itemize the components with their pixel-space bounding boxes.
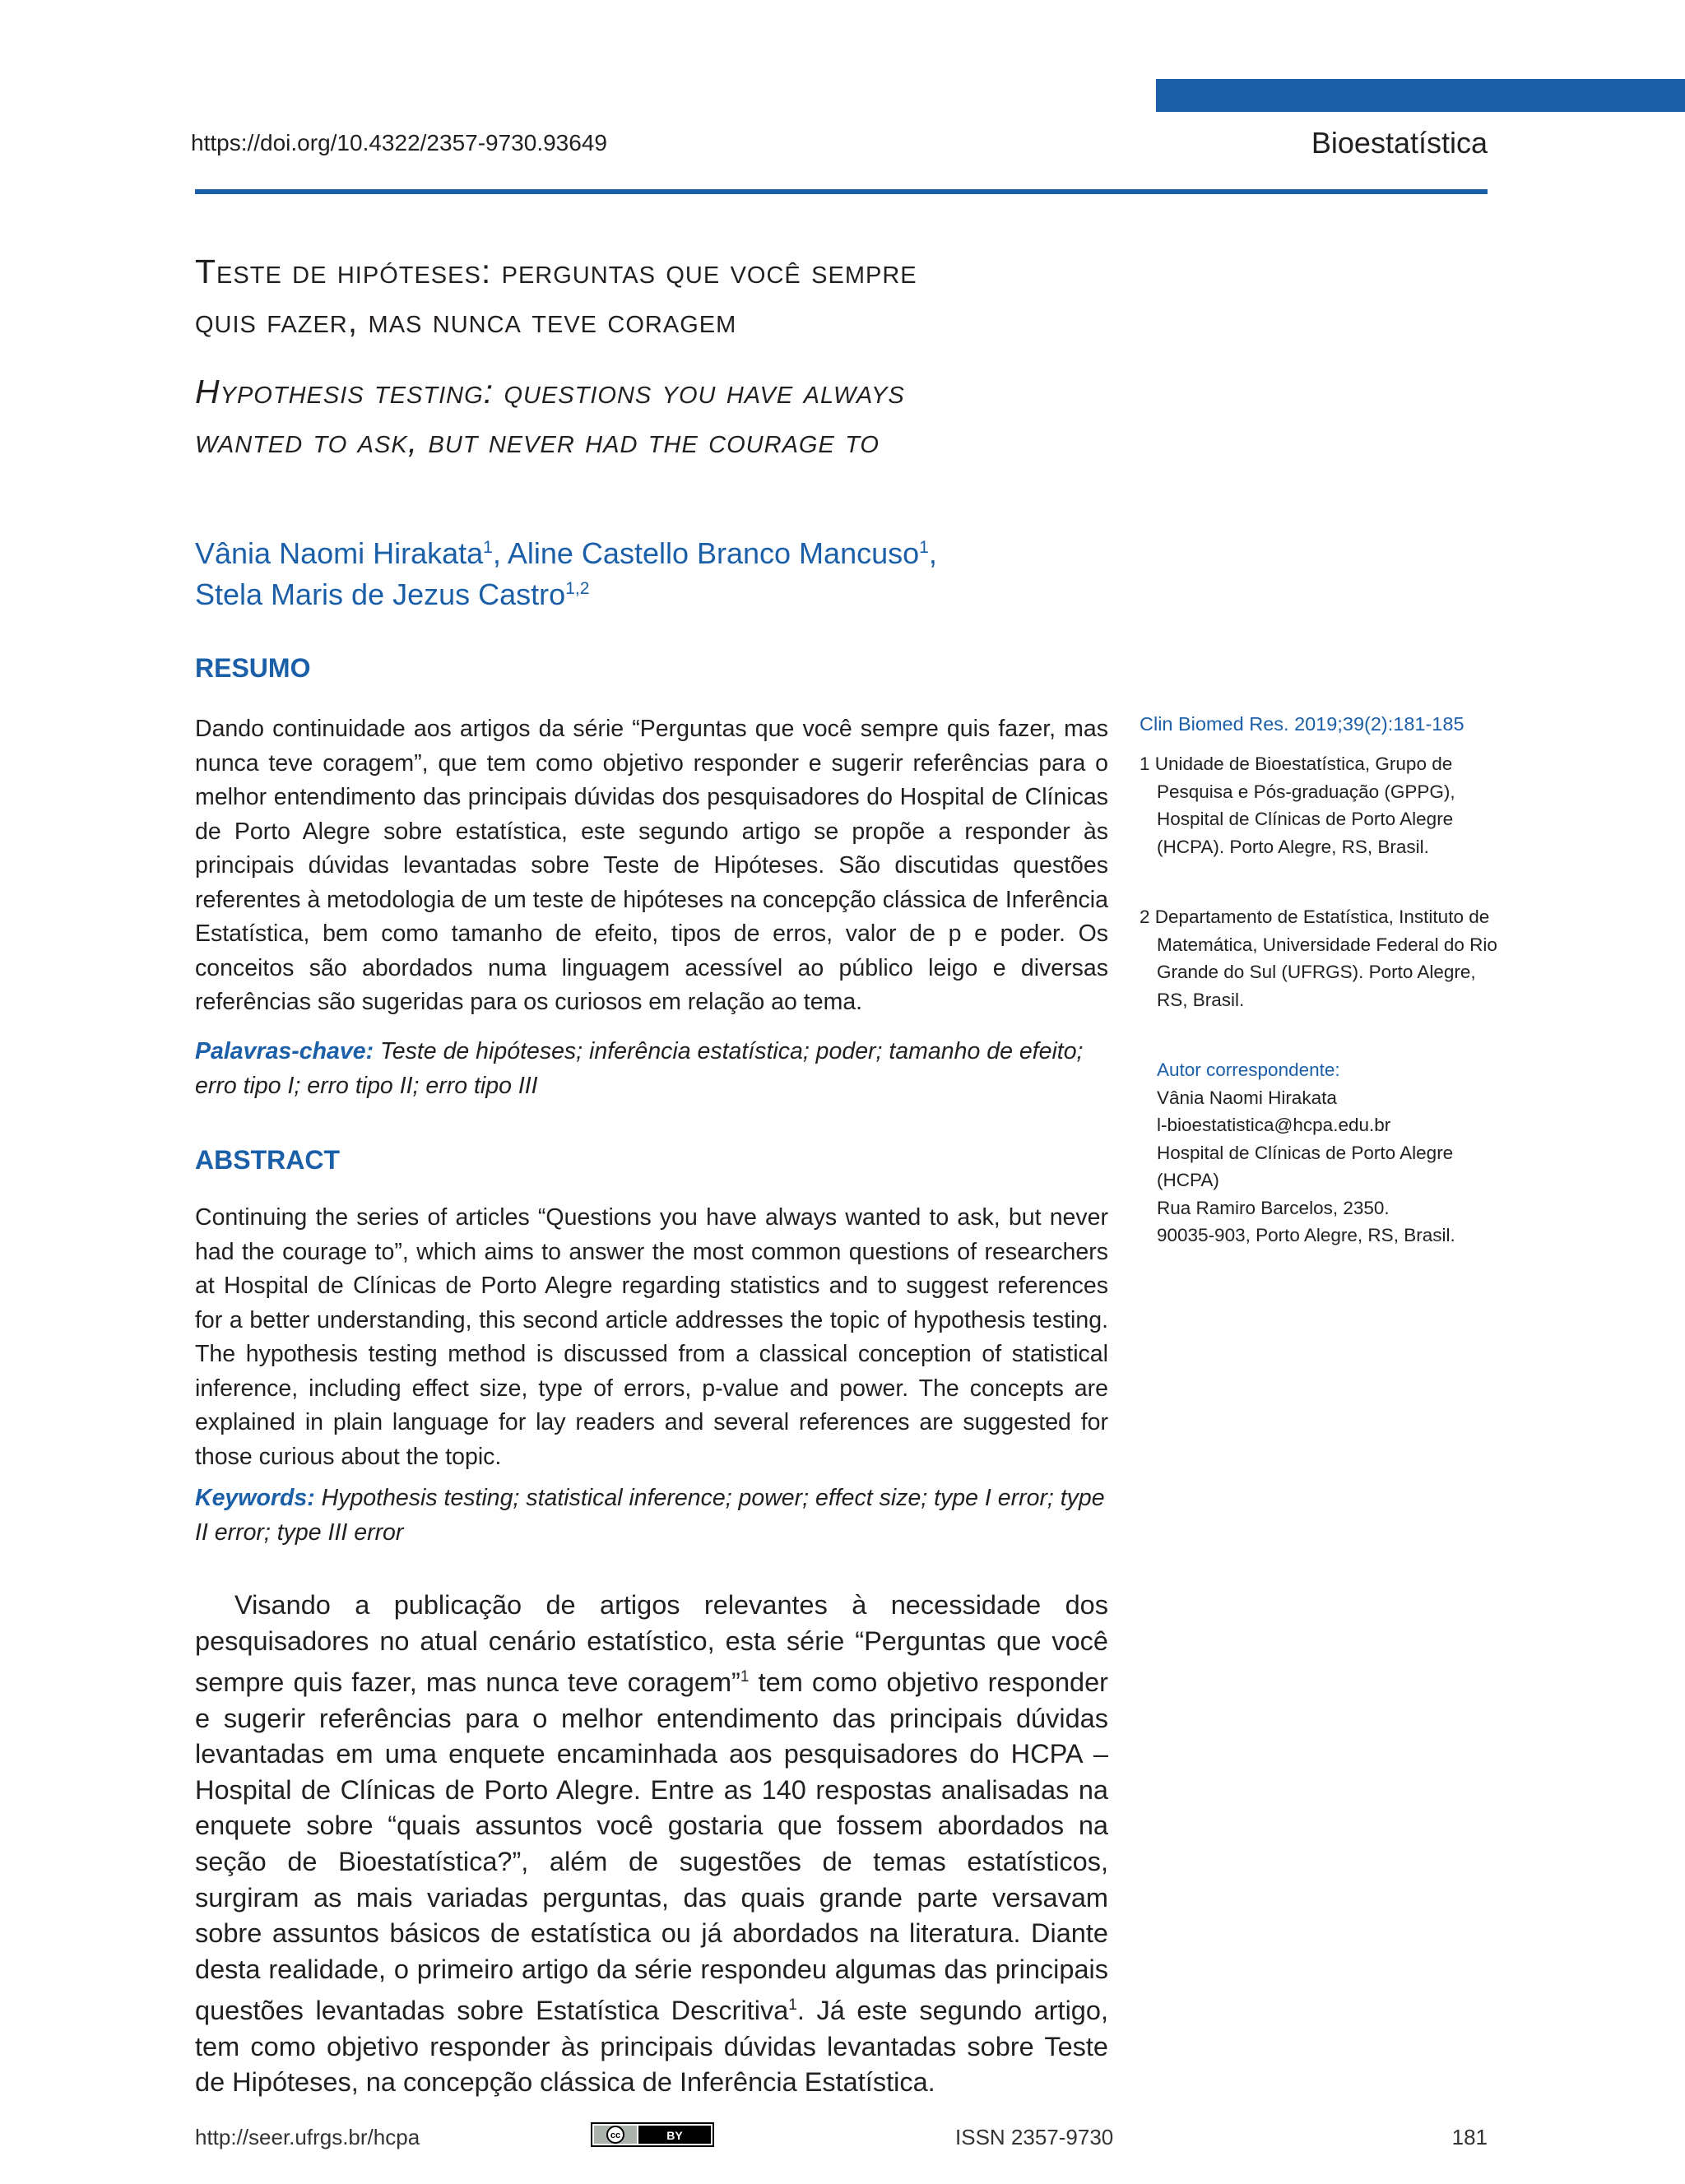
author-list: Vânia Naomi Hirakata$^1$, Aline Castello Branco Mancuso$^1$, Stela Maris de Jezus Castro$^{1,2}$ (195, 536, 937, 611)
corresponding-author-name: Vânia Naomi Hirakata (1157, 1087, 1337, 1108)
header-accent-bar (1156, 79, 1685, 112)
issn: ISSN 2357-9730 (955, 2125, 1114, 2149)
resumo-keywords-label: Palavras-chave: (195, 1038, 374, 1064)
title-pt-line-2: quis fazer, mas nunca teve coragem (195, 302, 737, 340)
body-text-2: tem como objetivo responder e sugerir referências para o melhor entendimento das principais dúvidas levantadas em uma enquete encaminhada aos pesquisadores do HCPA – Hospital de Clínicas de Porto Alegre. Entre as 140 respostas analisadas na enquete sobre “quais assuntos você gostaria que fossem abordados na seção de Bioestatística?”, além de sugestões de temas estatísticos, surgiram as mais variadas perguntas, das quais grande parte versavam sobre assuntos básicos de estatística ou já abordados na literatura. Diante desta realidade, o primeiro artigo da série respondeu algumas das principais questões levantadas sobre Estatística Descritiva (195, 1667, 1108, 2026)
resumo-heading: RESUMO (195, 653, 311, 683)
corresponding-author-city: 90035-903, Porto Alegre, RS, Brasil. (1157, 1225, 1455, 1245)
corresponding-author (1157, 1056, 1494, 1250)
affiliation-1: 1 Unidade de Bioestatística, Grupo de Pesquisa e Pós-graduação (GPPG), Hospital de Clínicas de Porto Alegre (HCPA). Porto Alegre, RS, Brasil. (1140, 754, 1455, 857)
header-rule (195, 189, 1488, 194)
body-text-3: . Já este segundo artigo, tem como objetivo responder às principais dúvidas levantadas sobre Teste de Hipóteses, na concepção clássica de Inferência Estatística. (195, 1996, 1108, 2098)
journal-citation: Clin Biomed Res. 2019;39(2):181-185 (1140, 713, 1465, 735)
citation-ref-1[interactable]: 1 (740, 1668, 750, 1686)
title-english (195, 367, 1182, 466)
abstract-text: Continuing the series of articles “Questions you have always wanted to ask, but never had the courage to”, which aims to answer the most common questions of researchers at Hospital de Clínicas de Porto Alegre regarding statistics and to suggest references for a better understanding, this second article addresses the topic of hypothesis testing. The hypothesis testing method is discussed from a classical conception of statistical inference, including effect size, type of errors, p-value and power. The concepts are explained in plain language for lay readers and several references are suggested for those curious about the topic. (195, 1204, 1108, 1470)
author-1-affiliation: 1 (483, 538, 493, 557)
corresponding-author-email[interactable]: l-bioestatistica@hcpa.edu.br (1157, 1115, 1391, 1135)
title-pt-line-1: Teste de hipóteses: perguntas que você sempre (195, 253, 917, 290)
cc-by-license-icon[interactable] (591, 2122, 714, 2147)
author-3[interactable]: Stela Maris de Jezus Castro (195, 577, 566, 611)
page-number: 181 (1451, 2125, 1488, 2149)
author-2-affiliation: 1 (919, 538, 929, 557)
abstract-heading: ABSTRACT (195, 1145, 340, 1175)
author-3-affiliation: 1,2 (565, 579, 590, 598)
journal-url[interactable]: http://seer.ufrgs.br/hcpa (195, 2125, 420, 2149)
author-2[interactable]: Aline Castello Branco Mancuso (507, 536, 920, 570)
svg-text:BY: BY (666, 2129, 683, 2142)
citation-ref-2[interactable]: 1 (788, 1996, 797, 2015)
abstract-keywords-list: Hypothesis testing; statistical inference; power; effect size; type I error; type II error; type III error (195, 1485, 1105, 1546)
corresponding-author-label: Autor correspondente: (1157, 1060, 1340, 1080)
body-text-1: Visando a publicação de artigos relevantes à necessidade dos pesquisadores no atual cenário estatístico, esta série “Perguntas que você sempre quis fazer, mas nunca teve coragem” (195, 1590, 1108, 1698)
title-en-line-1: Hypothesis testing: questions you have always (195, 373, 905, 410)
doi-link[interactable]: https://doi.org/10.4322/2357-9730.93649 (191, 130, 607, 155)
author-1[interactable]: Vânia Naomi Hirakata (195, 536, 484, 570)
corresponding-author-street: Rua Ramiro Barcelos, 2350. (1157, 1197, 1390, 1218)
abstract-keywords-label: Keywords: (195, 1485, 315, 1511)
resumo-keywords (195, 1035, 1108, 1103)
resumo-keywords-list: Teste de hipóteses; inferência estatística; poder; tamanho de efeito; erro tipo I; erro tipo II; erro tipo III (195, 1038, 1084, 1099)
corresponding-author-institution: Hospital de Clínicas de Porto Alegre (HCPA) (1157, 1142, 1454, 1190)
section-label: Bioestatística (1311, 126, 1488, 160)
resumo-text: Dando continuidade aos artigos da série “Perguntas que você sempre quis fazer, mas nunca teve coragem”, que tem como objetivo responder e sugerir referências para o melhor entendimento das principais dúvidas dos pesquisadores do Hospital de Clínicas de Porto Alegre sobre estatística, este segundo artigo se propõe a responder às principais dúvidas levantadas sobre Teste de Hipóteses. São discutidas questões referentes à metodologia de um teste de hipóteses na concepção clássica de Inferência Estatística, bem como tamanho de efeito, tipos de erros, valor de p e poder. Os conceitos são abordados numa linguagem acessível ao público leigo e diversas referências são sugeridas para os curiosos em relação ao tema. (195, 716, 1108, 1015)
title-portuguese (195, 247, 1182, 345)
title-en-line-2: wanted to ask, but never had the courage to (195, 422, 880, 460)
body-paragraph (195, 1588, 1108, 2101)
abstract-keywords (195, 1482, 1108, 1550)
affiliation-2: 2 Departamento de Estatística, Instituto de Matemática, Universidade Federal do Rio Grande do Sul (UFRGS). Porto Alegre, RS, Brasil. (1140, 907, 1497, 1010)
cc-glyph: cc (610, 2131, 621, 2140)
